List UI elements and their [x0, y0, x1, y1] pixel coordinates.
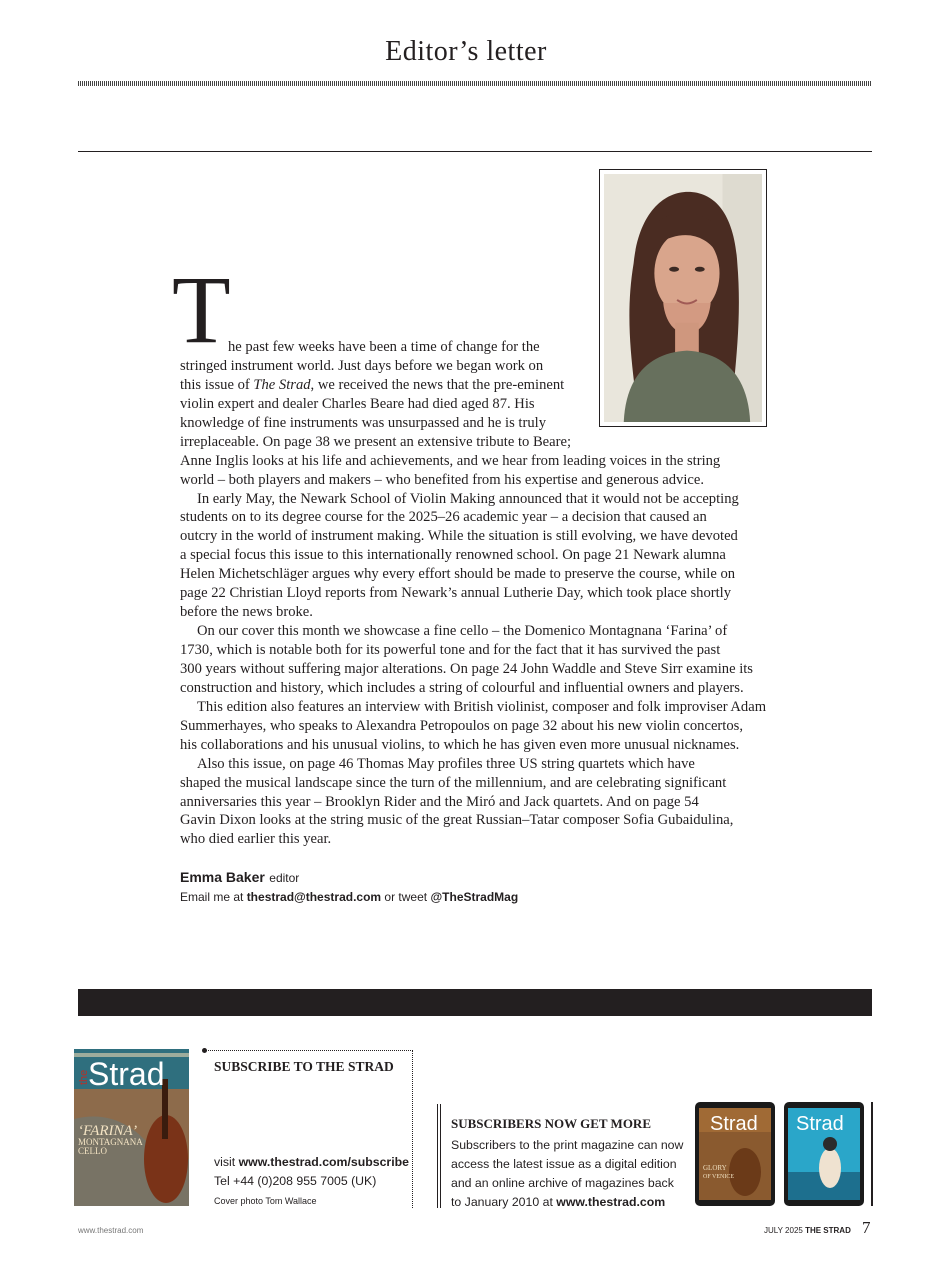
header-rule — [78, 151, 872, 152]
letter-line: Gavin Dixon looks at the string music of the great Russian–Tatar composer Sofia Gubaidulina, — [180, 812, 734, 829]
more-line: and an online archive of magazines back — [451, 1176, 674, 1190]
contact-line — [180, 890, 518, 904]
letter-line: world – both players and makers – who benefited from his expertise and generous advice. — [180, 471, 704, 488]
letter-line: Anne Inglis looks at his life and achievements, and we hear from leading voices in the string — [180, 452, 721, 469]
drop-cap: T — [172, 256, 231, 363]
email-link[interactable]: thestrad@thestrad.com — [246, 890, 382, 904]
hatched-divider — [78, 81, 872, 86]
cover-logo: Strad — [88, 1056, 165, 1092]
footer-url: www.thestrad.com — [78, 1226, 144, 1235]
letter-line: page 22 Christian Lloyd reports from Newark’s annual Lutherie Day, which took place shortly — [180, 585, 732, 602]
letter-line: 300 years without suffering major alterations. On page 24 John Waddle and Steve Sirr examine its — [180, 660, 753, 677]
editor-name: Emma Baker — [180, 869, 265, 885]
double-divider — [437, 1104, 441, 1208]
subscribe-phone: Tel +44 (0)208 955 7005 (UK) — [214, 1174, 377, 1188]
more-line: Subscribers to the print magazine can now — [451, 1138, 684, 1152]
letter-line-text: this issue of — [180, 376, 254, 393]
subscribe-url-link[interactable]: www.thestrad.com/subscribe — [238, 1155, 409, 1169]
cover-credit: Cover photo Tom Wallace — [214, 1196, 317, 1206]
letter-line: he past few weeks have been a time of change for the — [228, 339, 540, 355]
cover-subhead-2: CELLO — [78, 1146, 107, 1156]
letter-line: construction and history, which includes a string of colourful and influential owners and players. — [180, 679, 744, 696]
tablet-cover-text: OF VENICE — [703, 1174, 735, 1180]
twitter-handle-link[interactable]: @TheStradMag — [430, 890, 519, 904]
more-line: access the latest issue as a digital edition — [451, 1157, 677, 1171]
subscribe-visit — [214, 1155, 409, 1169]
editor-role: editor — [269, 871, 300, 885]
cover-subhead-1: MONTAGNANA — [78, 1137, 143, 1147]
letter-line: students on to its degree course for the 2025–26 academic year – a decision that caused an — [180, 509, 707, 526]
letter-line: violin expert and dealer Charles Beare had died aged 87. His — [180, 395, 535, 412]
edge-line — [871, 1102, 873, 1206]
footer-band — [78, 989, 872, 1016]
footer-issue — [764, 1226, 851, 1235]
section-title: Editor’s letter — [385, 36, 547, 67]
tablet-logo: Strad — [710, 1113, 758, 1135]
box-dot — [202, 1048, 207, 1053]
cover-headline: ‘FARINA’ — [78, 1123, 138, 1139]
letter-line: his collaborations and his unusual violins, to which he has given even more unusual nicknames. — [180, 736, 740, 753]
magazine-title: The Strad — [253, 376, 311, 393]
archive-url-link[interactable]: www.thestrad.com — [556, 1195, 666, 1209]
letter-line: irreplaceable. On page 38 we present an extensive tribute to Beare; — [180, 433, 572, 450]
subscribers-more-title: SUBSCRIBERS NOW GET MORE — [451, 1116, 651, 1131]
more-line — [451, 1193, 701, 1212]
signature — [180, 869, 299, 887]
letter-line: before the news broke. — [180, 604, 313, 621]
letter-line-text: , we received the news that the pre-eminent — [310, 376, 565, 393]
letter-line: shaped the musical landscape since the turn of the millennium, and are celebrating significant — [180, 774, 727, 791]
cover-logo-the: the — [78, 1069, 90, 1085]
email-prefix: Email me at — [180, 890, 247, 904]
subscribers-more-body — [451, 1136, 701, 1212]
tablet-cover-text: GLORY — [703, 1164, 727, 1172]
letter-line — [180, 376, 770, 395]
page-number: 7 — [862, 1218, 871, 1237]
tablet-edition-2 — [784, 1102, 864, 1206]
magazine-name: THE STRAD — [805, 1226, 851, 1235]
letter-body — [180, 338, 770, 849]
letter-line: This edition also features an interview with British violinist, composer and folk improviser Adam — [197, 698, 767, 715]
letter-line: In early May, the Newark School of Violin Making announced that it would not be accepting — [197, 490, 739, 507]
tweet-prefix: or tweet — [381, 890, 431, 904]
tablet-logo: Strad — [796, 1113, 844, 1135]
letter-line: On our cover this month we showcase a fine cello – the Domenico Montagnana ‘Farina’ of — [197, 623, 728, 640]
letter-line: knowledge of fine instruments was unsurpassed and he is truly — [180, 414, 546, 431]
more-last-prefix: to January 2010 at — [451, 1195, 557, 1209]
letter-line: Also this issue, on page 46 Thomas May profiles three US string quartets which have — [197, 755, 695, 772]
issue-date: JULY 2025 — [764, 1226, 803, 1235]
letter-line: Helen Michetschläger argues why every effort should be made to preserve the course, while on — [180, 566, 736, 583]
magazine-cover — [74, 1049, 189, 1206]
letter-line: Summerhayes, who speaks to Alexandra Petropoulos on page 32 about his new violin concertos, — [180, 717, 743, 734]
letter-line: who died earlier this year. — [180, 831, 332, 848]
subscribe-title: SUBSCRIBE TO THE STRAD — [214, 1059, 394, 1074]
letter-line: a special focus this issue to this internationally renowned school. On page 21 Newark alumna — [180, 547, 726, 564]
letter-line: stringed instrument world. Just days before we began work on — [180, 357, 544, 374]
letter-line: outcry in the world of instrument making. While the situation is still evolving, we have devoted — [180, 528, 738, 545]
visit-prefix: visit — [214, 1155, 239, 1169]
letter-line: anniversaries this year – Brooklyn Rider and the Miró and Jack quartets. And on page 54 — [180, 793, 699, 810]
tablet-edition-1 — [695, 1102, 775, 1206]
letter-line: 1730, which is notable both for its powerful tone and for the fact that it has survived the past — [180, 642, 721, 658]
